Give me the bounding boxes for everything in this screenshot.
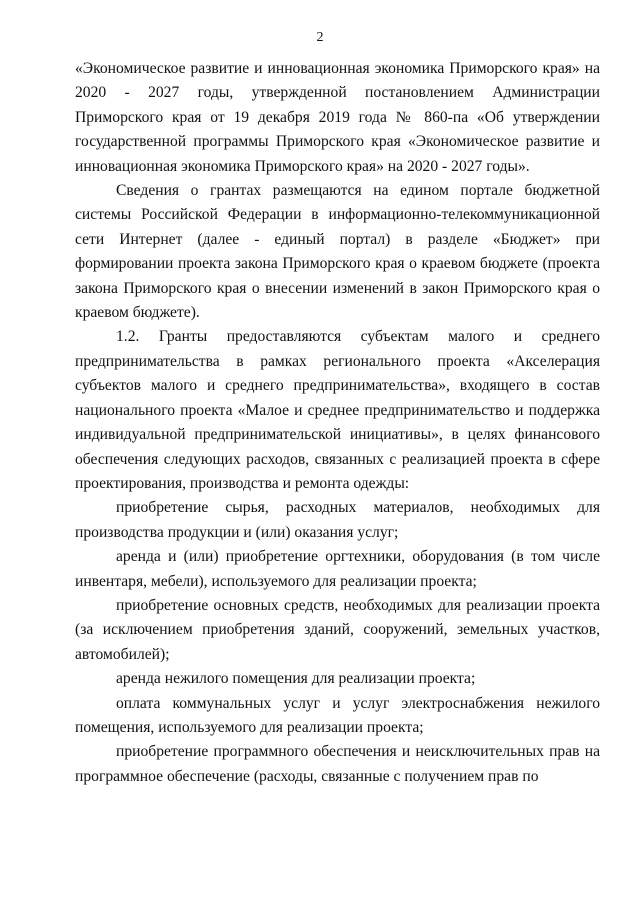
paragraph-grant-info-portal: Сведения о грантах размещаются на едином портале бюджетной системы Российской Федерации в информационно-телекоммуникационной сети Интернет (далее - единый портал) в разделе «Бюджет» при формировании проекта закона Приморского края о краевом бюджете (проекта закона Приморского края о внесении изменений в закон Приморского края о краевом бюджете).	[75, 182, 600, 322]
list-item-raw-materials: приобретение сырья, расходных материалов, необходимых для производства продукции и (или) оказания услуг;	[75, 499, 600, 541]
paragraph-section-1-2: 1.2. Гранты предоставляются субъектам малого и среднего предпринимательства в рамках регионального проекта «Акселерация субъектов малого и среднего предпринимательства», входящего в состав национального проекта «Малое и среднее предпринимательство и поддержка индивидуальной предпринимательской инициативы», в целях финансового обеспечения следующих расходов, связанных с реализацией проекта в сфере проектирования, производства и ремонта одежды:	[75, 328, 600, 492]
list-item-equipment: аренда и (или) приобретение оргтехники, оборудования (в том числе инвентаря, мебели), используемого для реализации проекта;	[75, 548, 600, 590]
list-item-premises-rent: аренда нежилого помещения для реализации проекта;	[116, 670, 476, 688]
list-item-software: приобретение программного обеспечения и неисключительных прав на программное обеспечение (расходы, связанные с получением прав по	[75, 743, 600, 785]
page-number: 2	[316, 30, 324, 45]
paragraph-program-reference: «Экономическое развитие и инновационная экономика Приморского края» на 2020 - 2027 годы, утвержденной постановлением Администрации Приморского края от 19 декабря 2019 года № 860-па «Об утверждении государственной программы Приморского края «Экономическое развитие и инновационная экономика Приморского края» на 2020 - 2027 годы».	[75, 60, 600, 175]
document-body	[75, 57, 600, 789]
list-item-fixed-assets: приобретение основных средств, необходимых для реализации проекта (за исключением приобретения зданий, сооружений, земельных участков, автомобилей);	[75, 596, 600, 663]
list-item-utilities: оплата коммунальных услуг и услуг электроснабжения нежилого помещения, используемого для реализации проекта;	[75, 694, 600, 736]
